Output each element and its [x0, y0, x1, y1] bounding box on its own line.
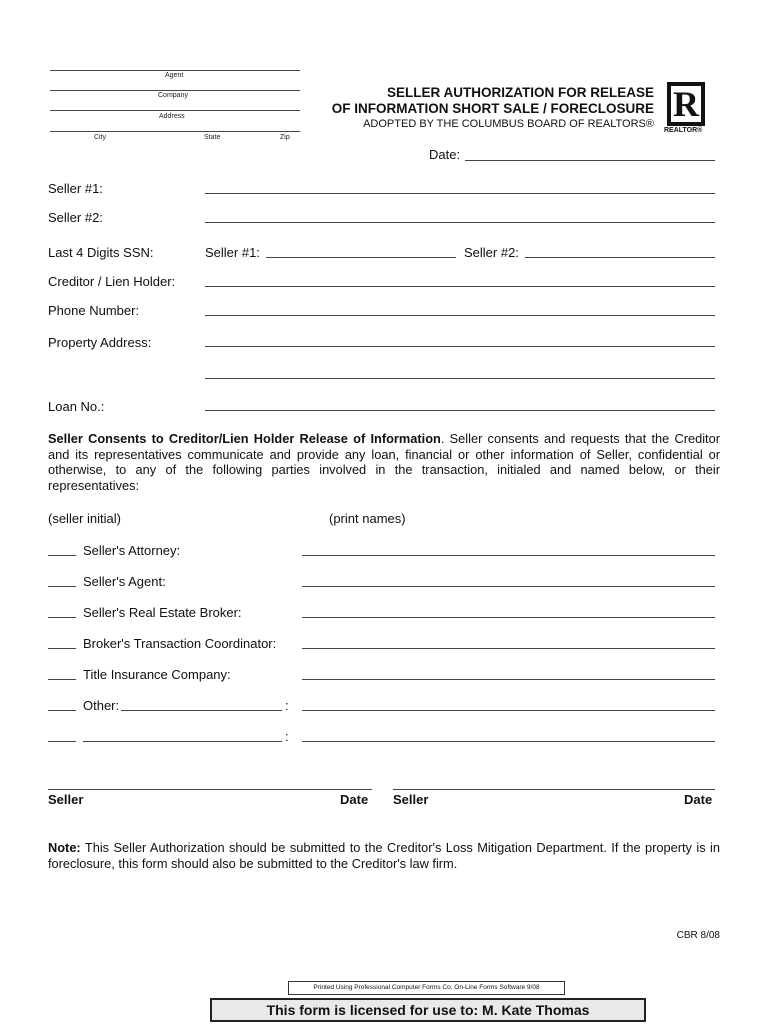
- seller-signature-label-left: Seller: [48, 792, 84, 807]
- ssn-seller1-label: Seller #1:: [205, 245, 260, 260]
- ssn-label: Last 4 Digits SSN:: [48, 245, 154, 260]
- consent-body: . Seller consents and requests that the Creditor and its representatives communicate and provide any loan, financial or other information of Seller, confidential or otherwise, to any of the following parties involved in the transaction, initialed and named below, or their representatives:: [48, 431, 720, 493]
- other-colon: :: [285, 698, 289, 713]
- coordinator-initial-line[interactable]: [48, 648, 76, 649]
- seller-initial-header: (seller initial): [48, 511, 121, 526]
- form-code: CBR 8/08: [676, 930, 720, 941]
- broker-label: Seller's Real Estate Broker:: [83, 605, 242, 620]
- date-label: Date:: [429, 147, 461, 162]
- property-line-1[interactable]: [205, 346, 715, 347]
- city-caption: City: [94, 134, 107, 141]
- note-label: Note:: [48, 840, 81, 855]
- other-label: Other:: [83, 698, 120, 713]
- creditor-line[interactable]: [205, 286, 715, 287]
- phone-line[interactable]: [205, 315, 715, 316]
- license-banner: This form is licensed for use to: M. Kate Thomas: [210, 998, 646, 1022]
- blank-description-line[interactable]: [83, 741, 282, 742]
- date-signature-label-left: Date: [340, 792, 369, 807]
- ssn-seller1-line[interactable]: [266, 257, 456, 258]
- state-caption: State: [204, 134, 221, 141]
- printed-by-box: Printed Using Professional Computer Forms Co. On-Line Forms Software 9/08: [288, 981, 565, 995]
- phone-label: Phone Number:: [48, 303, 140, 318]
- company-line[interactable]: [50, 90, 300, 91]
- address-line[interactable]: [50, 110, 300, 111]
- seller-agent-label: Seller's Agent:: [83, 574, 166, 589]
- seller-signature-line-left[interactable]: [48, 789, 372, 790]
- title-company-initial-line[interactable]: [48, 679, 76, 680]
- seller-signature-line-right[interactable]: [393, 789, 715, 790]
- consent-heading: Seller Consents to Creditor/Lien Holder Release of Information: [48, 431, 441, 446]
- realtor-r-icon: R: [673, 84, 699, 124]
- seller2-line[interactable]: [205, 222, 715, 223]
- broker-initial-line[interactable]: [48, 617, 76, 618]
- blank-colon: :: [285, 729, 289, 744]
- seller1-label: Seller #1:: [48, 181, 103, 196]
- blank-name-line[interactable]: [302, 741, 715, 742]
- seller2-label: Seller #2:: [48, 210, 103, 225]
- coordinator-label: Broker's Transaction Coordinator:: [83, 636, 277, 651]
- company-caption: Company: [158, 92, 188, 99]
- title-company-label: Title Insurance Company:: [83, 667, 231, 682]
- other-name-line[interactable]: [302, 710, 715, 711]
- blank-initial-line[interactable]: [48, 741, 76, 742]
- seller-signature-label-right: Seller: [393, 792, 429, 807]
- city-state-zip-line[interactable]: [50, 131, 300, 132]
- consent-paragraph: [48, 431, 720, 493]
- property-label: Property Address:: [48, 335, 152, 350]
- address-caption: Address: [159, 113, 185, 120]
- zip-caption: Zip: [280, 134, 290, 141]
- creditor-label: Creditor / Lien Holder:: [48, 274, 176, 289]
- title-line-1: SELLER AUTHORIZATION FOR RELEASE: [386, 85, 654, 100]
- title-line-2: OF INFORMATION SHORT SALE / FORECLOSURE: [331, 101, 654, 116]
- realtor-logo: [667, 82, 705, 126]
- print-names-header: (print names): [329, 511, 406, 526]
- loan-line[interactable]: [205, 410, 715, 411]
- ssn-seller2-line[interactable]: [525, 257, 715, 258]
- agent-caption: Agent: [165, 72, 184, 79]
- title-company-name-line[interactable]: [302, 679, 715, 680]
- loan-label: Loan No.:: [48, 399, 105, 414]
- attorney-name-line[interactable]: [302, 555, 715, 556]
- seller1-line[interactable]: [205, 193, 715, 194]
- date-signature-label-right: Date: [684, 792, 713, 807]
- other-initial-line[interactable]: [48, 710, 76, 711]
- other-description-line[interactable]: [121, 710, 282, 711]
- coordinator-name-line[interactable]: [302, 648, 715, 649]
- adopted-by: ADOPTED BY THE COLUMBUS BOARD OF REALTORS®: [363, 118, 654, 130]
- attorney-label: Seller's Attorney:: [83, 543, 181, 558]
- note-paragraph: [48, 840, 720, 871]
- attorney-initial-line[interactable]: [48, 555, 76, 556]
- realtor-logo-text: REALTOR®: [664, 127, 703, 134]
- date-line[interactable]: [465, 160, 715, 161]
- broker-name-line[interactable]: [302, 617, 715, 618]
- ssn-seller2-label: Seller #2:: [464, 245, 519, 260]
- agent-name-line[interactable]: [302, 586, 715, 587]
- agent-line[interactable]: [50, 70, 300, 71]
- property-line-2[interactable]: [205, 378, 715, 379]
- agent-initial-line[interactable]: [48, 586, 76, 587]
- note-text: This Seller Authorization should be submitted to the Creditor's Loss Mitigation Department. If the property is in foreclosure, this form should also be submitted to the Creditor's law firm.: [48, 840, 720, 871]
